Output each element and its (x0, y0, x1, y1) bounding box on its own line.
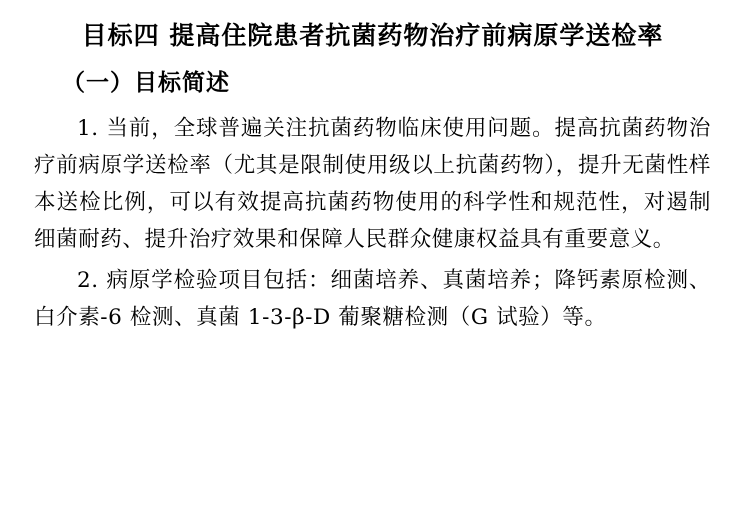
paragraph-2: 2. 病原学检验项目包括：细菌培养、真菌培养；降钙素原检测、白介素-6 检测、真菌 1-3-β-D 葡聚糖检测（G 试验）等。 (34, 268, 711, 331)
section-heading: （一）目标简述 (62, 69, 230, 96)
page-title: 目标四 提高住院患者抗菌药物治疗前病原学送检率 (81, 21, 664, 50)
paragraph-1: 1. 当前，全球普遍关注抗菌药物临床使用问题。提高抗菌药物治疗前病原学送检率（尤其是限制使用级以上抗菌药物），提升无菌性样本送检比例，可以有效提高抗菌药物使用的科学性和规范性，对遏制细菌耐药、提升治疗效果和保障人民群众健康权益具有重要意义。 (34, 116, 711, 253)
